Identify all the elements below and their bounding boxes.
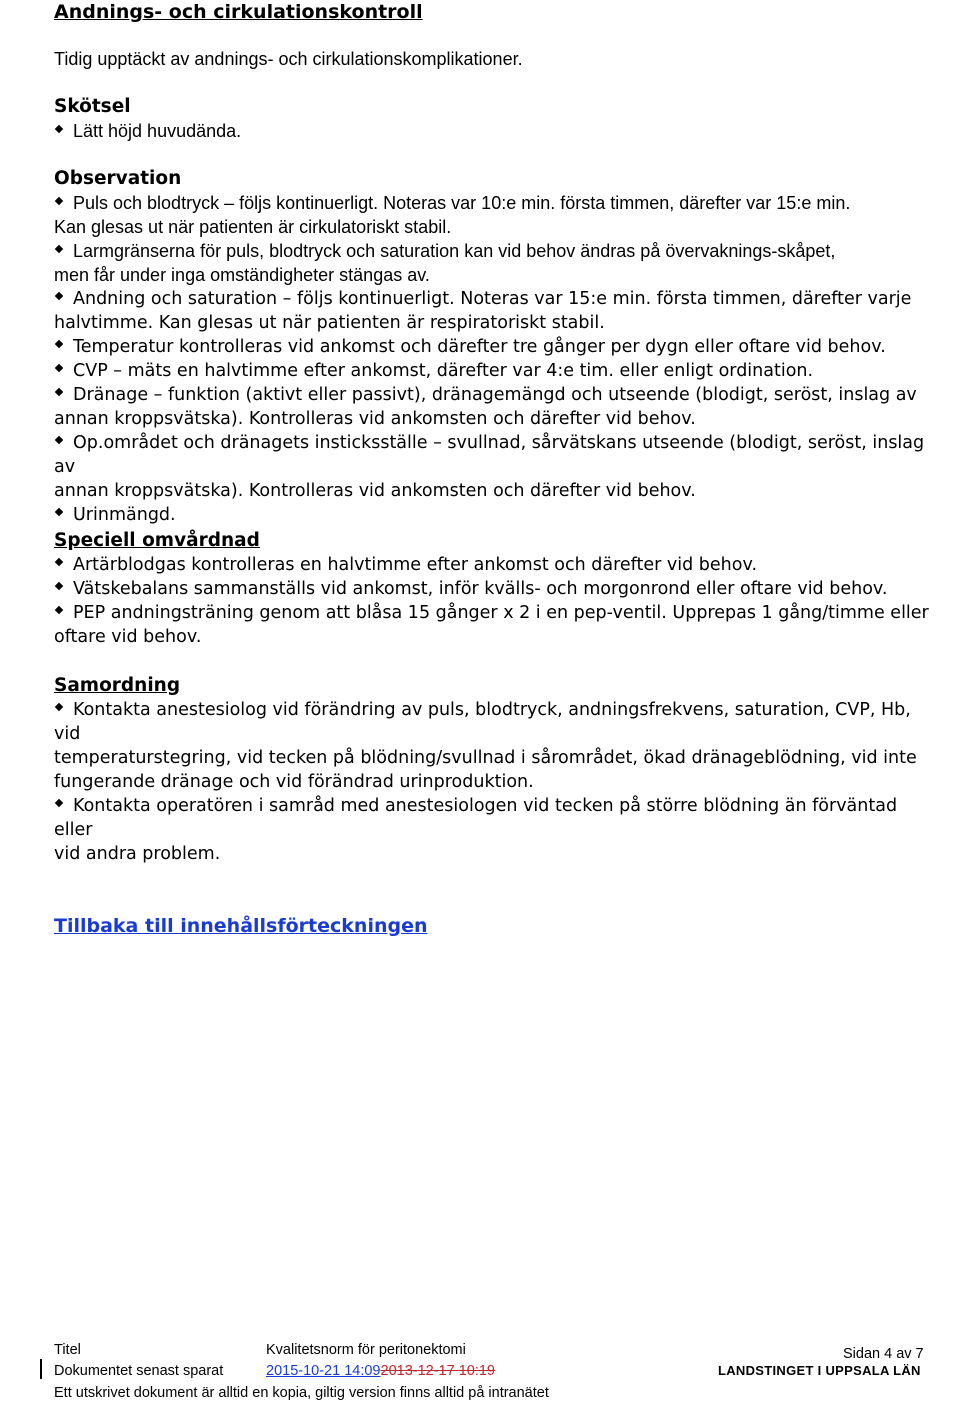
list-item: Puls och blodtryck – följs kontinuerligt. Noteras var 10:e min. första timmen, därefter var 15:e min. Kan glesas ut när patienten är cirkulatoriskt stabil.	[54, 193, 851, 237]
intro-text: Tidig upptäckt av andnings- och cirkulationskomplikationer.	[54, 49, 523, 69]
section-heading: Speciell omvårdnad	[54, 530, 260, 551]
page-footer	[0, 1340, 960, 1402]
diamond-bullet-icon	[54, 507, 64, 517]
back-to-contents-link[interactable]: Tillbaka till innehållsförteckningen	[54, 915, 428, 937]
list-item: CVP – mäts en halvtimme efter ankomst, därefter var 4:e tim. eller enligt ordination.	[54, 359, 934, 383]
diamond-bullet-icon	[54, 581, 64, 591]
saved-date-new: 2015-10-21 14:09	[266, 1363, 381, 1379]
section-speciell-omvardnad	[54, 529, 934, 649]
list-item: Lätt höjd huvudända.	[54, 119, 934, 143]
diamond-bullet-icon	[54, 339, 64, 349]
page-title: Andnings- och cirkulationskontroll	[54, 1, 423, 23]
list-item: Artärblodgas kontrolleras en halvtimme efter ankomst och därefter vid behov.	[54, 553, 934, 577]
list-item: Kontakta operatören i samråd med anestesiologen vid tecken på större blödning än förväntad eller vid andra problem.	[54, 796, 898, 864]
footer-page-number: Sidan 4 av 7	[843, 1346, 924, 1362]
diamond-bullet-icon	[54, 196, 64, 206]
diamond-bullet-icon	[54, 798, 64, 808]
list-item: Op.området och dränagets insticksställe – svullnad, sårvätskans utseende (blodigt, seröst, inslag av annan kroppsvätska). Kontrolleras vid ankomsten och därefter vid behov.	[54, 433, 925, 501]
list-item: Urinmängd.	[54, 503, 934, 527]
list-item: Dränage – funktion (aktivt eller passivt), dränagemängd och utseende (blodigt, seröst, inslag av annan kroppsvätska). Kontrolleras vid ankomsten och därefter vid behov.	[54, 385, 917, 429]
diamond-bullet-icon	[54, 702, 64, 712]
footer-saved-date	[266, 1362, 495, 1380]
list-item: Larmgränserna för puls, blodtryck och saturation kan vid behov ändras på övervaknings-skåpet, men får under inga omständigheter stängas av.	[54, 241, 836, 285]
footer-disclaimer: Ett utskrivet dokument är alltid en kopia, giltig version finns alltid på intranätet	[54, 1385, 549, 1401]
diamond-bullet-icon	[54, 363, 64, 373]
diamond-bullet-icon	[54, 291, 64, 301]
diamond-bullet-icon	[54, 605, 64, 615]
section-heading: Skötsel	[54, 96, 131, 117]
diamond-bullet-icon	[54, 244, 64, 254]
list-item: Andning och saturation – följs kontinuerligt. Noteras var 15:e min. första timmen, därefter varje halvtimme. Kan glesas ut när patienten är respiratoriskt stabil.	[54, 289, 912, 333]
section-skotsel	[54, 95, 934, 143]
diamond-bullet-icon	[54, 557, 64, 567]
section-samordning	[54, 674, 934, 866]
list-item: Kontakta anestesiolog vid förändring av puls, blodtryck, andningsfrekvens, saturation, CVP, Hb, vid temperaturstegring, vid tecken på blödning/svullnad i sårområdet, ökad dränageblödning, vid inte fungerande dränage och vid förändrad urinproduktion.	[54, 700, 917, 792]
section-heading: Observation	[54, 168, 182, 189]
saved-date-old: 2013-12-17 10:19	[380, 1363, 495, 1379]
list-item: Temperatur kontrolleras vid ankomst och därefter tre gånger per dygn eller oftare vid behov.	[54, 335, 934, 359]
section-heading: Samordning	[54, 675, 181, 696]
list-item: Vätskebalans sammanställs vid ankomst, inför kvälls- och morgonrond eller oftare vid behov.	[54, 577, 934, 601]
footer-title-label: Titel	[54, 1342, 81, 1358]
footer-organization: LANDSTINGET I UPPSALA LÄN	[718, 1363, 921, 1378]
footer-title-value: Kvalitetsnorm för peritonektomi	[266, 1342, 466, 1358]
diamond-bullet-icon	[54, 435, 64, 445]
list-item: PEP andningsträning genom att blåsa 15 gånger x 2 i en pep-ventil. Upprepas 1 gång/timme eller oftare vid behov.	[54, 603, 929, 647]
section-observation	[54, 167, 934, 527]
diamond-bullet-icon	[54, 387, 64, 397]
diamond-bullet-icon	[54, 124, 64, 134]
footer-saved-label: Dokumentet senast sparat	[54, 1363, 224, 1379]
